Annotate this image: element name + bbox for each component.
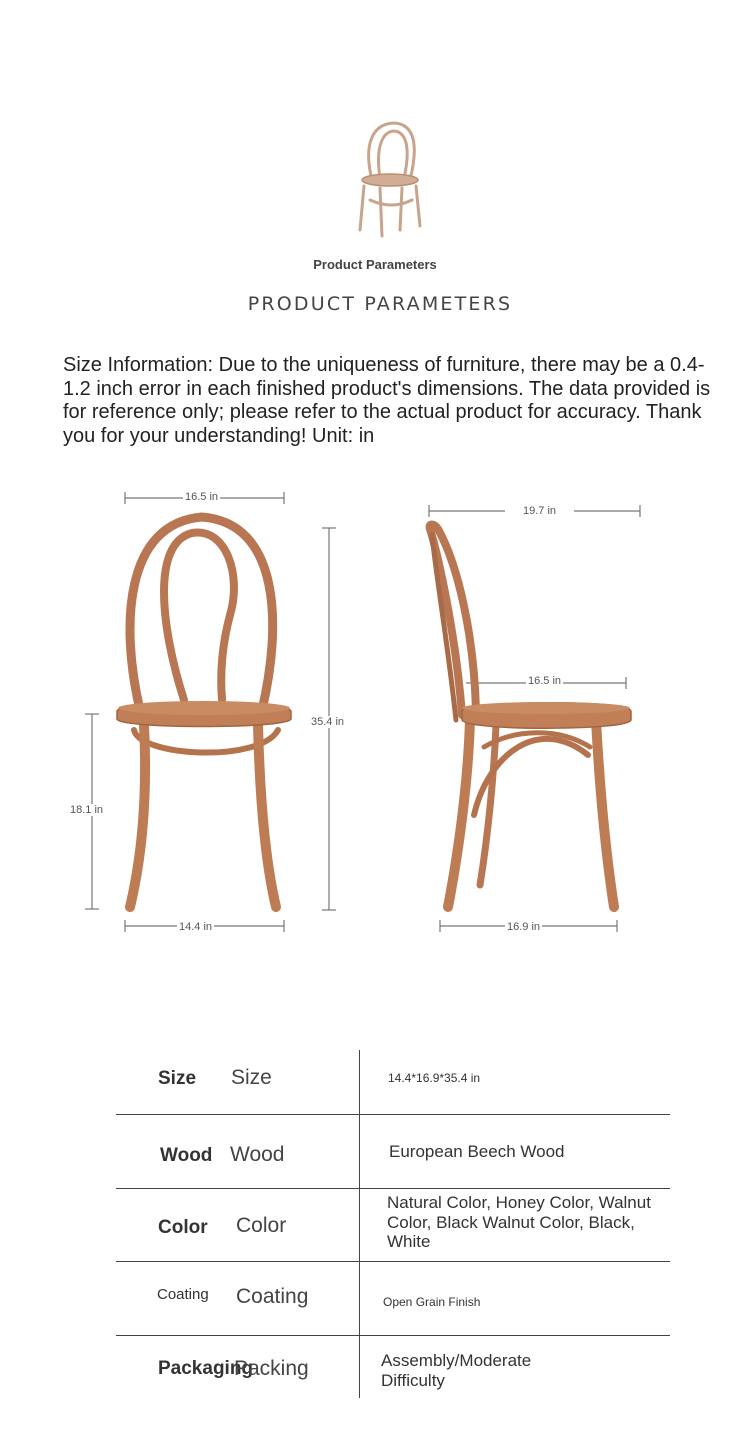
param-value-wood: European Beech Wood [389,1142,565,1161]
front-view-chair [110,505,300,925]
side-seat-depth-label: 16.5 in [528,675,562,687]
front-bottom-width-label: 14.4 in [179,921,213,933]
param-label-alt-packaging: Packing [234,1357,309,1380]
decorative-title: PRODUCT PARAMETERS [247,293,513,315]
param-label-alt-size: Size [231,1066,272,1089]
param-label-alt-coating: Coating [236,1285,309,1308]
table-column-divider [359,1050,360,1398]
param-value-coating: Open Grain Finish [383,1295,481,1309]
param-label-wood: Wood [160,1145,213,1166]
table-row-divider [116,1188,670,1189]
param-label-alt-color: Color [236,1214,287,1237]
param-value-packaging: Assembly/Moderate Difficulty [381,1351,532,1390]
side-bottom-depth-label: 16.9 in [507,921,541,933]
table-row-divider [116,1114,670,1115]
table-row-divider [116,1335,670,1336]
param-label-packaging: Packaging [158,1358,254,1379]
subtitle: Product Parameters [313,257,437,272]
table-row-divider [116,1261,670,1262]
param-label-color: Color [158,1217,208,1238]
param-label-size: Size [158,1068,197,1089]
side-top-depth-label: 19.7 in [505,505,574,517]
side-view-chair [418,515,643,920]
front-height-label: 35.4 in [311,716,345,728]
seat-height-label: 18.1 in [70,804,104,816]
size-information-text: Size Information: Due to the uniqueness of furniture, there may be a 0.4-1.2 inch error in each finished product's dimensions. The data provided is for reference only; please refer to the actual product for accuracy. Thank you for your understanding! Unit: in [63,354,711,447]
param-value-size: 14.4*16.9*35.4 in [388,1071,481,1085]
front-top-width-label: 16.5 in [185,491,219,503]
param-value-color: Natural Color, Honey Color, Walnut Color, Black Walnut Color, Black, White [387,1193,651,1251]
param-label-alt-wood: Wood [230,1143,285,1166]
param-label-coating: Coating [157,1286,209,1303]
